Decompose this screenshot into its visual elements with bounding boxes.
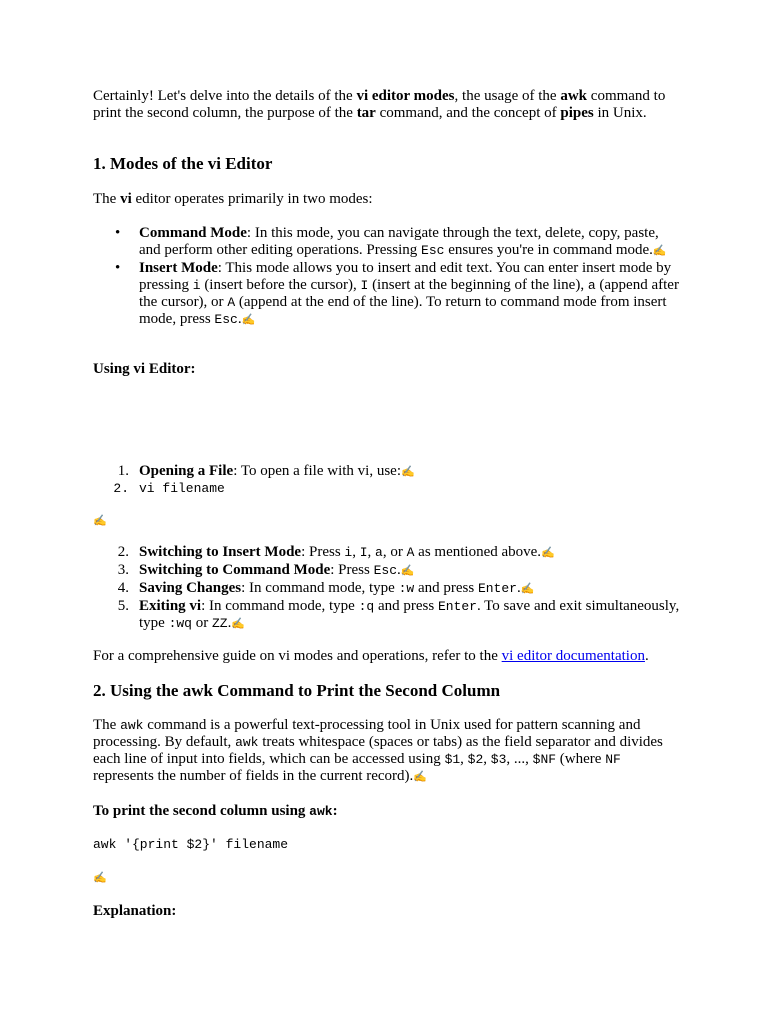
edit-mark-icon: ✍ xyxy=(241,314,256,326)
edit-mark-icon: ✍ xyxy=(400,565,415,577)
step-command-mode: 3. Switching to Command Mode: Press Esc.✍ xyxy=(117,562,415,578)
explanation-heading: Explanation: xyxy=(93,903,177,919)
step-saving-changes: 4. Saving Changes: In command mode, type :w and press Enter.✍ xyxy=(117,580,535,596)
bullet-glyph: • xyxy=(115,225,121,241)
step-open-file: 1. Opening a File: To open a file with vi, use:✍ xyxy=(117,463,415,479)
modes-list xyxy=(93,225,683,329)
step-open-file-code: 2. vi filename xyxy=(113,481,225,496)
awk-code-block: awk '{print $2}' filename xyxy=(93,837,289,852)
list-item-command-mode: • Command Mode: In this mode, you can navigate through the text, delete, copy, paste, and perform other editing operations. Pressing Esc ensures you're in command mode.✍ xyxy=(115,225,667,258)
list-item-insert-mode: • Insert Mode: This mode allows you to insert and edit text. You can enter insert mode by pressing i (insert before the cursor), I (insert at the beginning of the line), a (append after the cursor), or A (append at the end of the line). To return to command mode from insert mode, press Esc.✍ xyxy=(115,260,679,327)
edit-mark-icon: ✍ xyxy=(652,245,667,257)
bullet-glyph: • xyxy=(115,260,121,276)
vi-docs-link[interactable]: vi editor documentation xyxy=(501,648,645,664)
edit-mark-icon: ✍ xyxy=(93,872,107,884)
print-second-column-heading: To print the second column using awk: xyxy=(93,803,338,819)
edit-mark-icon: ✍ xyxy=(231,618,246,630)
guide-paragraph: For a comprehensive guide on vi modes and operations, refer to the vi editor documentation. xyxy=(93,648,649,664)
section-1-heading: 1. Modes of the vi Editor xyxy=(93,154,273,173)
edit-mark-icon: ✍ xyxy=(413,771,427,783)
steps-list-1 xyxy=(93,463,683,496)
intro-paragraph: Certainly! Let's delve into the details of the vi editor modes, the usage of the awk command to print the second column, the purpose of the tar command, and the concept of pipes in Unix. xyxy=(93,88,666,121)
edit-mark-icon: ✍ xyxy=(520,583,535,595)
section-1-intro: The vi editor operates primarily in two modes: xyxy=(93,191,373,207)
awk-paragraph: The awk command is a powerful text-processing tool in Unix used for pattern scanning and processing. By default, awk treats whitespace (spaces or tabs) as the field separator and divides each line of input into fields, which can be accessed using $1, $2, $3, ..., $NF (where NF represents the number of fields in the current record).✍ xyxy=(93,717,663,784)
edit-mark-icon: ✍ xyxy=(401,466,415,478)
edit-mark-icon: ✍ xyxy=(541,547,555,559)
edit-mark-icon: ✍ xyxy=(93,515,107,527)
step-exiting-vi: 5. Exiting vi: In command mode, type :q and press Enter. To save and exit simultaneously, type :wq or ZZ.✍ xyxy=(117,598,680,631)
section-2-heading: 2. Using the awk Command to Print the Second Column xyxy=(93,681,501,700)
steps-list-2 xyxy=(93,544,683,633)
step-insert-mode: 2. Switching to Insert Mode: Press i, I, a, or A as mentioned above.✍ xyxy=(117,544,555,560)
using-vi-heading: Using vi Editor: xyxy=(93,361,196,377)
